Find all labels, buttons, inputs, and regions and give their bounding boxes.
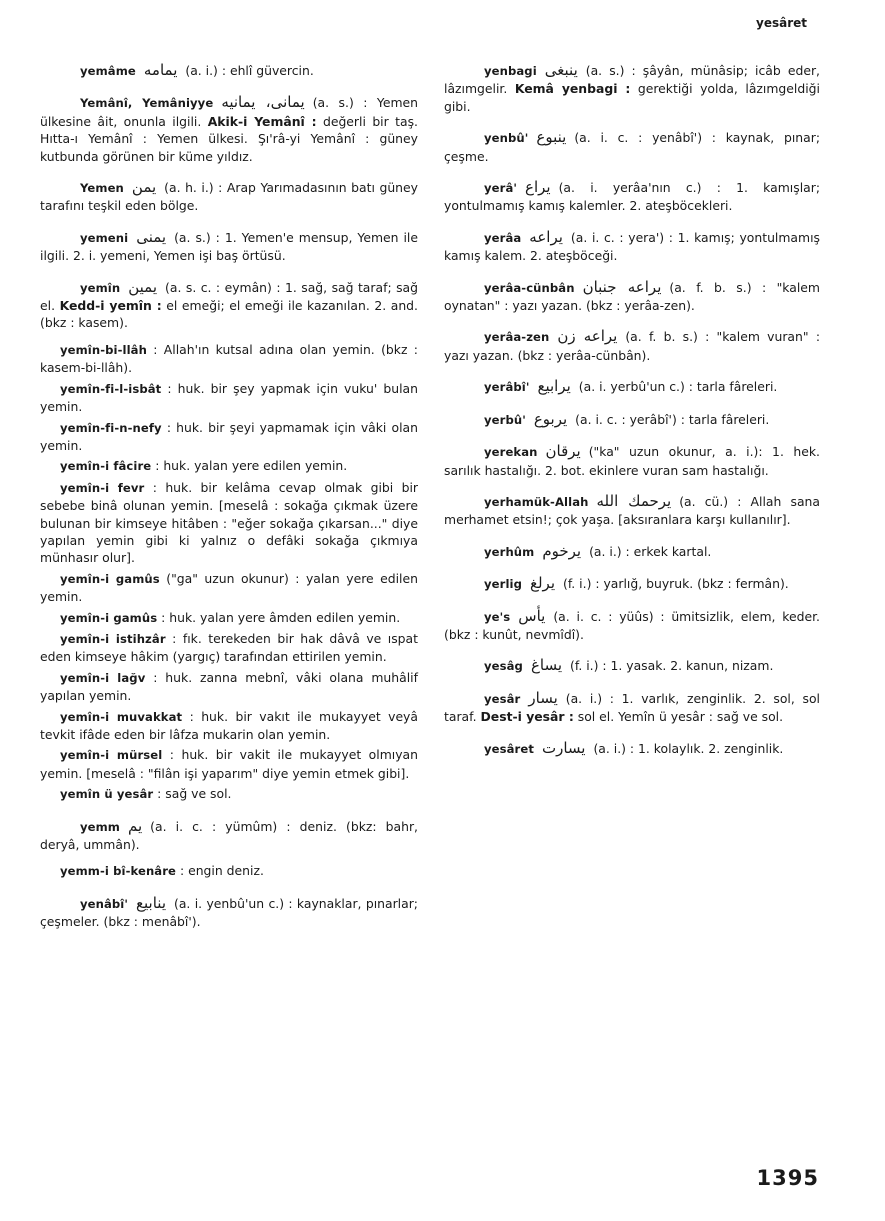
definition: : huk. yalan yere âmden edilen yemin.	[161, 609, 401, 625]
definition-continued: gerektiği yolda, lâzımgeldiği gibi.	[444, 81, 820, 114]
headword: yemîn-i gamûs	[60, 571, 160, 586]
arabic-script: يساغ	[530, 656, 563, 675]
arabic-script: يربوع	[533, 409, 568, 428]
definition: (a. cü.) : Allah sana merhamet etsin!; çok yaşa. [aksıranlara karşı kullanılır].	[444, 493, 820, 528]
page-header-guide-word: yesâret	[756, 16, 807, 30]
arabic-script: يراع	[525, 178, 551, 197]
arabic-script: يمامه	[143, 61, 178, 79]
definition: : huk. bir vakıt ile mukayyet veyâ tevkit ifâde eden bir lâfza mukarin olan yemin.	[40, 708, 418, 742]
dictionary-entry	[40, 708, 418, 744]
definition: : Allah'ın kutsal adına olan yemin. (bkz : kasem-bi-llâh).	[40, 341, 418, 376]
definition: (a. i. c. : yenâbî') : kaynak, pınar; çeşme.	[444, 130, 820, 164]
dictionary-entry	[444, 740, 820, 758]
headword: yenbû'	[484, 131, 529, 146]
dictionary-entry	[444, 129, 820, 165]
arabic-script: ينبوع	[536, 128, 567, 147]
headword: yerâbî'	[484, 380, 530, 395]
headword: yemîn-i gamûs	[60, 610, 158, 625]
definition: (a. h. i.) : Arap Yarımadasının batı güney tarafını teşkil eden bölge.	[40, 180, 418, 214]
dictionary-entry	[40, 229, 418, 265]
left-column	[40, 62, 418, 940]
dictionary-entry	[40, 609, 418, 627]
definition: (a. i.) : 1. varlık, zenginlik. 2. sol, sol taraf.	[444, 690, 820, 725]
headword: yemm-i bî-kenâre	[60, 864, 177, 879]
arabic-script: يسارت	[541, 738, 586, 757]
definition: (f. i.) : 1. yasak. 2. kanun, nizam.	[570, 658, 774, 674]
headword: yerâa	[484, 230, 522, 245]
definition: (a. s. c. : eymân) : 1. sağ, sağ taraf; sağ el.	[40, 279, 418, 314]
definition: ("ka" uzun okunur, a. i.): 1. hek. sarılık hastalığı. 2. bot. ekinlere vuran sam hastalığı.	[444, 444, 820, 478]
arabic-script: يمن	[131, 178, 157, 197]
dictionary-entry	[40, 570, 418, 606]
definition: ("ga" uzun okunur) : yalan yere edilen yemin.	[40, 570, 418, 605]
dictionary-entry	[444, 608, 820, 644]
definition: (a. i. yerâa'nın c.) : 1. kamışlar; yontulmamış kamış kalemler. 2. ateşböcekleri.	[444, 180, 820, 214]
headword: yemîn-i muvakkat	[60, 709, 183, 724]
headword: yerâ'	[484, 181, 518, 196]
headword: yemîn-i fâcire	[60, 459, 152, 474]
headword: yerâa-zen	[484, 330, 550, 345]
arabic-script: يرقان	[545, 442, 581, 461]
definition-continued: el emeği; el emeği ile kazanılan. 2. and. (bkz : kasem).	[40, 298, 418, 331]
dictionary-entry	[40, 630, 418, 666]
dictionary-entry	[444, 493, 820, 529]
dictionary-entry	[40, 785, 418, 803]
definition: (a. f. b. s.) : "kalem vuran" : yazı yazan. (bkz : yerâa-cünbân).	[444, 329, 821, 363]
dictionary-entry	[444, 575, 820, 593]
headword: yemîn-i mürsel	[60, 748, 163, 763]
arabic-script: ينابيع	[136, 893, 166, 912]
definition: (a. f. b. s.) : "kalem oynatan" : yazı yazan. (bkz : yerâa-zen).	[444, 279, 820, 314]
headword: yemîn-fi-n-nefy	[60, 420, 162, 435]
definition: (a. i. yenbû'un c.) : kaynaklar, pınarlar; çeşmeler. (bkz : menâbî').	[40, 895, 418, 930]
arabic-script: يراعه	[529, 227, 563, 246]
definition: (a. i.) : 1. kolaylık. 2. zenginlik.	[593, 740, 784, 756]
dictionary-entry	[40, 862, 418, 880]
arabic-script: يراعه جنبان	[582, 277, 662, 296]
headword: yenbagi	[484, 64, 537, 78]
dictionary-entry	[40, 818, 418, 854]
dictionary-entry	[40, 62, 418, 80]
headword: Yemen	[80, 181, 124, 196]
definition-continued: sol el. Yemîn ü yesâr : sağ ve sol.	[577, 709, 784, 725]
headword: yerhûm	[484, 544, 535, 559]
definition: (a. i. c. : yüûs) : ümitsizlik, elem, keder. (bkz : kunût, nevmîdî).	[444, 608, 820, 642]
arabic-script: يرخوم	[542, 541, 582, 560]
arabic-script: يرابيع	[537, 377, 571, 396]
definition: (a. i. c. : yera') : 1. kamış; yontulmamış kamış kalem. 2. ateşböceği.	[444, 229, 820, 264]
dictionary-entry	[444, 62, 820, 115]
subterm: Kemâ yenbagi :	[514, 81, 631, 97]
definition-continued: değerli bir taş. Hıtta-ı Yemânî : Yemen ülkesi. Şı'râ-yi Yemânî : güney kutbunda görünen bir küme yıldız.	[40, 113, 418, 164]
headword: yenâbî'	[80, 896, 129, 911]
definition: (a. s.) : 1. Yemen'e mensup, Yemen ile ilgili. 2. i. yemeni, Yemen işi baş örtüsü.	[40, 229, 418, 264]
dictionary-entry	[444, 657, 820, 675]
page-number: 1395	[756, 1166, 819, 1190]
definition: (a. s.) : Yemen ülkesine âit, onunla ilgili.	[40, 95, 418, 129]
dictionary-entry	[40, 457, 418, 475]
headword: Yemânî, Yemâniyye	[80, 96, 214, 111]
arabic-script: يمين	[128, 277, 158, 296]
dictionary-entry	[40, 746, 418, 782]
dictionary-entry	[40, 895, 418, 931]
subterm: Akik-i Yemânî :	[207, 113, 317, 129]
headword: yemeni	[80, 230, 129, 245]
definition: (f. i.) : yarlığ, buyruk. (bkz : fermân).	[563, 576, 789, 592]
headword: yesâret	[484, 741, 534, 756]
arabic-script: يمانى، يمانيه	[221, 93, 305, 112]
dictionary-entry	[444, 411, 820, 429]
headword: yemîn	[80, 280, 121, 295]
dictionary-entry	[444, 179, 820, 215]
arabic-script: يأس	[518, 606, 546, 625]
dictionary-entry	[444, 690, 820, 726]
right-column	[444, 62, 820, 767]
headword: yerbû'	[484, 412, 526, 427]
arabic-script: يرحمك الله	[596, 491, 672, 510]
arabic-script: يرلغ	[530, 574, 556, 593]
arabic-script: يراعه زن	[557, 327, 618, 346]
definition: : huk. bir şeyi yapmamak için vâki olan yemin.	[40, 419, 418, 453]
definition: (a. s.) : şâyân, münâsip; icâb eder, lâzımgelir.	[444, 63, 820, 97]
headword: yemîn-i fevr	[60, 480, 145, 495]
headword: yesâr	[484, 691, 521, 706]
dictionary-entry	[444, 443, 820, 479]
dictionary-entry	[444, 543, 820, 561]
dictionary-entry	[444, 328, 820, 364]
dictionary-entry	[40, 341, 418, 377]
subterm: Kedd-i yemîn :	[59, 298, 162, 314]
definition: : huk. bir kelâma cevap olmak gibi bir sebebe binâ olunan yemin. [meselâ : sokağa çıkmak üzere bulunan bir kimseye hitâben : "eğer sokağa çıkarsan..." diye yapılan yemin gibi ki yalnız o defâki sokağa çıkmıya münhasır olur].	[40, 479, 418, 566]
headword: ye's	[484, 609, 511, 624]
dictionary-entry	[444, 279, 820, 315]
definition: : engin deniz.	[179, 863, 264, 879]
definition: : huk. zanna mebnî, vâki olana muhâlif yapılan yemin.	[40, 669, 418, 704]
dictionary-entry	[40, 479, 418, 567]
dictionary-entry	[444, 378, 820, 396]
definition: (a. i. yerbû'un c.) : tarla fâreleri.	[578, 379, 778, 395]
definition: : huk. bir vakit ile mukayyet olmıyan yemin. [meselâ : "filân işi yaparım" diye yemin etmek gibi].	[40, 747, 418, 781]
headword: yemîn-i istihzâr	[60, 631, 166, 646]
dictionary-entry	[40, 669, 418, 705]
headword: yemm	[80, 819, 120, 834]
arabic-script: يسار	[528, 688, 558, 707]
headword: yemâme	[80, 64, 136, 78]
definition: (a. i. c. : yerâbî') : tarla fâreleri.	[575, 411, 770, 427]
definition: : huk. yalan yere edilen yemin.	[155, 458, 348, 474]
headword: yemîn-bi-llâh	[60, 342, 147, 357]
dictionary-entry	[444, 229, 820, 265]
headword: yemîn ü yesâr	[60, 787, 154, 802]
headword: yerhamük-Allah	[484, 494, 589, 509]
arabic-script: يم	[127, 816, 143, 835]
subterm: Dest-i yesâr :	[480, 709, 574, 725]
arabic-script: ينبغى	[544, 61, 578, 79]
definition: : fık. terekeden bir hak dâvâ ve ıspat eden kimseye hâkim (yargıç) tarafından ettirilen yemin.	[40, 630, 418, 665]
headword: yerlig	[484, 577, 522, 592]
dictionary-entry	[40, 94, 418, 165]
definition: (a. i.) : ehlî güvercin.	[185, 63, 314, 78]
headword: yerekan	[484, 445, 538, 460]
dictionary-entry	[40, 279, 418, 332]
definition: (a. i. c. : yümûm) : deniz. (bkz: bahr, deryâ, ummân).	[40, 818, 418, 853]
headword: yemîn-fi-l-isbât	[60, 381, 162, 396]
definition: (a. i.) : erkek kartal.	[589, 543, 712, 559]
definition: : sağ ve sol.	[157, 786, 232, 802]
headword: yemîn-i lağv	[60, 670, 146, 685]
arabic-script: يمنى	[136, 227, 167, 246]
headword: yesâg	[484, 659, 523, 674]
dictionary-entry	[40, 179, 418, 215]
headword: yerâa-cünbân	[484, 280, 575, 295]
dictionary-entry	[40, 380, 418, 416]
dictionary-entry	[40, 419, 418, 455]
definition: : huk. bir şey yapmak için vuku' bulan yemin.	[40, 380, 418, 415]
